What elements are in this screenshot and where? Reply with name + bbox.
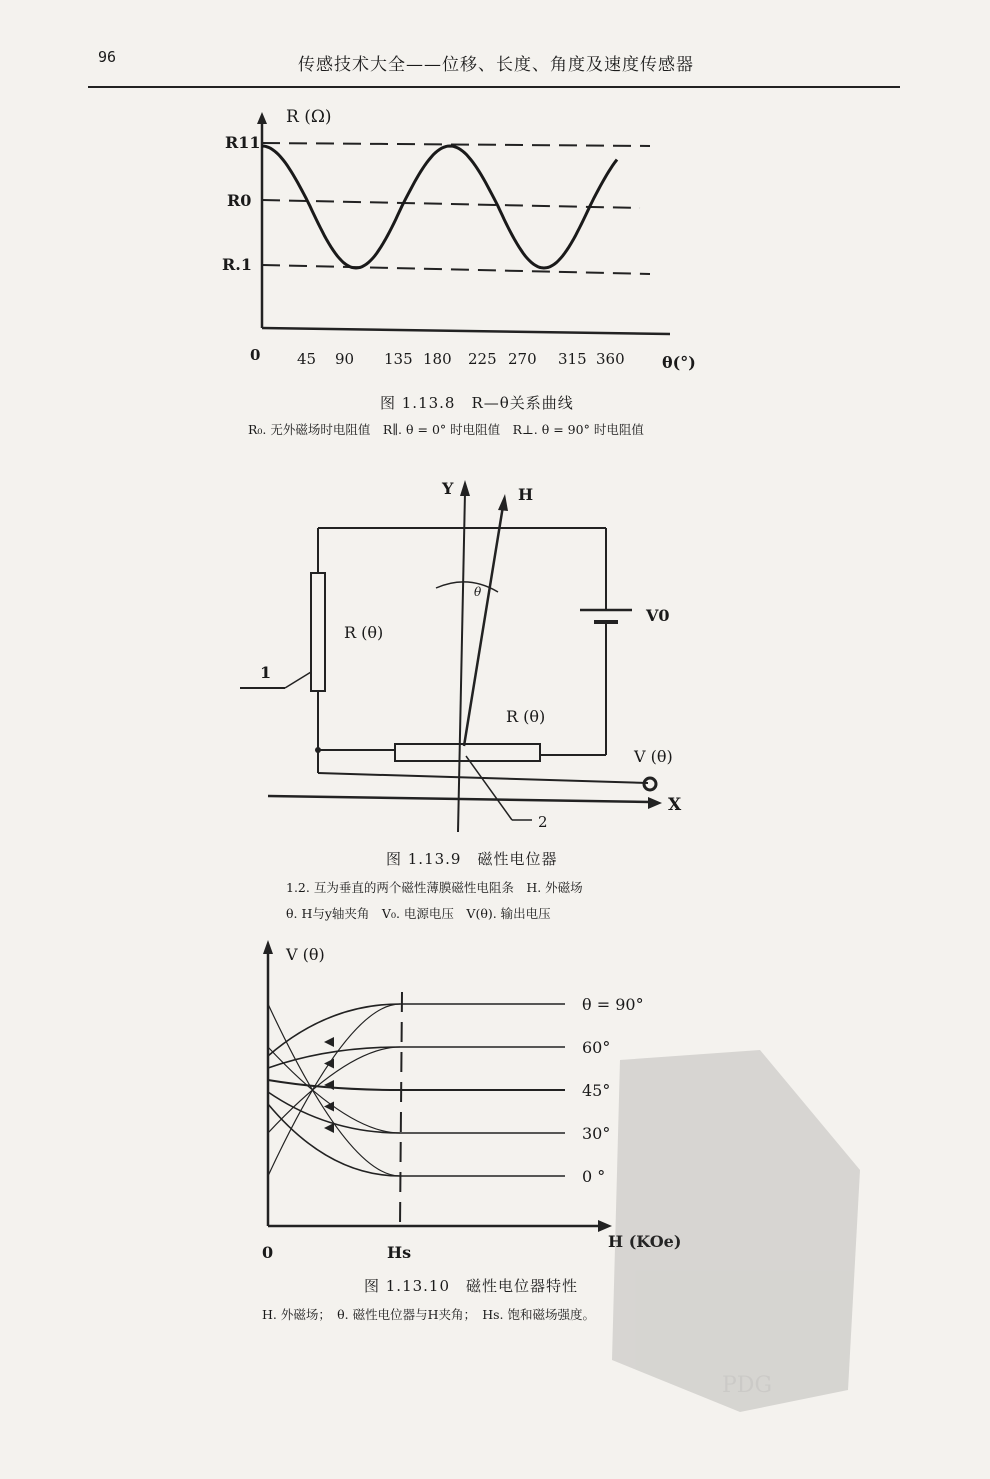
fig3-series-arrow (324, 1059, 334, 1069)
fig2-leader-1-diag (285, 672, 311, 688)
fig1-x-tick-label: 270 (508, 350, 537, 368)
fig3-series-label: 60° (582, 1038, 611, 1057)
fig3-ylabel: V (θ) (286, 945, 325, 964)
fig3-y-arrow (263, 940, 273, 954)
fig3-caption: 图 1.13.10 磁性电位器特性 (364, 1277, 579, 1295)
fig1-x-tick-label: 225 (468, 350, 497, 368)
fig2-resistor-vertical (311, 573, 325, 691)
fig3-series-label: 30° (582, 1124, 611, 1143)
page-number: 96 (98, 48, 117, 66)
fig1-x-tick-label: 45 (297, 350, 317, 368)
fig1-level-r1-line (262, 265, 650, 274)
fig2-y-arrow (460, 480, 470, 496)
fig2-junction-dot (315, 747, 321, 753)
fig3-series-arrow (324, 1080, 334, 1090)
fig1-note: R₀. 无外磁场时电阻值 R∥. θ = 0° 时电阻值 R⊥. θ = 90° 时电阻值 (248, 422, 644, 437)
fig3-series-curve (268, 1004, 565, 1056)
fig3-series-label: 0 ° (582, 1167, 606, 1186)
fig2-output-wire (318, 773, 648, 783)
fig3-series-label: θ = 90° (582, 995, 644, 1014)
fig2-leader-2 (466, 756, 512, 820)
fig1-y-arrow (257, 112, 267, 124)
fig2-y-axis (458, 492, 465, 832)
fig3-hs-line (400, 992, 402, 1226)
fig3-series-curve (268, 1092, 565, 1133)
fig3-series-group (268, 1004, 565, 1176)
figure-r-theta-chart (0, 0, 990, 460)
fig1-level-r1-label: R.1 (222, 255, 252, 274)
fig3-series-curve (268, 1047, 565, 1068)
fig2-output-terminal (644, 778, 656, 790)
fig1-caption: 图 1.13.8 R—θ关系曲线 (380, 394, 574, 412)
fig3-series-arrow (324, 1037, 334, 1047)
fig3-tick-hs: Hs (387, 1243, 412, 1262)
fig2-label-r-vertical: R (θ) (344, 623, 384, 642)
fig1-xlabel: θ(°) (662, 353, 696, 372)
fig1-ylabel: R (Ω) (286, 107, 332, 127)
figure-potentiometer-characteristic-chart (0, 920, 990, 1340)
fig1-level-r11-line (262, 143, 650, 146)
figure-magnetic-potentiometer-circuit (0, 460, 990, 920)
fig1-x-tick-label: 360 (596, 350, 625, 368)
fig2-label-2: 2 (538, 813, 548, 831)
fig2-note-line2: θ. H与y轴夹角 V₀. 电源电压 V(θ). 输出电压 (286, 906, 551, 921)
fig2-label-theta: θ (474, 585, 482, 599)
fig2-x-arrow (648, 797, 662, 809)
fig2-label-x: X (668, 795, 682, 815)
fig2-label-v0: V0 (646, 606, 670, 625)
fig1-level-r11-label: R11 (225, 133, 261, 152)
fig2-note-line1: 1.2. 互为垂直的两个磁性薄膜磁性电阻条 H. 外磁场 (286, 880, 583, 895)
running-header-title: 传感技术大全——位移、长度、角度及速度传感器 (298, 55, 694, 75)
fig2-label-r-horizontal: R (θ) (506, 707, 546, 726)
watermark-text: PDG (722, 1373, 773, 1398)
fig2-label-1: 1 (260, 663, 272, 682)
fig2-label-y: Y (442, 479, 454, 498)
fig1-level-r0-label: R0 (227, 191, 252, 210)
fig3-series-curve (268, 1080, 565, 1090)
fig2-label-v-out: V (θ) (634, 747, 673, 766)
fig1-x-tick-label: 90 (335, 350, 355, 368)
fig3-series-labels (582, 995, 644, 1186)
fig3-series-curve (268, 1104, 565, 1176)
fig2-caption: 图 1.13.9 磁性电位器 (386, 850, 558, 868)
fig1-x-axis (262, 328, 670, 334)
fig1-x-tick-label: 315 (558, 350, 587, 368)
fig3-tick-zero: 0 (262, 1243, 274, 1262)
fig3-note: H. 外磁场； θ. 磁性电位器与H夹角； Hs. 饱和磁场强度。 (262, 1307, 595, 1322)
fig2-h-vector (464, 506, 503, 746)
fig3-series-label: 45° (582, 1081, 611, 1100)
fig1-level-r0-line (262, 200, 640, 208)
fig2-label-h: H (518, 485, 534, 504)
fig1-tick-labels (250, 346, 625, 368)
fig3-xlabel: H (KOe) (608, 1232, 682, 1251)
fig2-h-arrow (498, 494, 508, 511)
fig1-x-tick-label: 135 (384, 350, 413, 368)
fig1-x-tick-label: 0 (250, 346, 261, 364)
fig3-x-arrow (598, 1220, 612, 1232)
fig1-x-tick-label: 180 (423, 350, 452, 368)
fig3-series-arrow (324, 1123, 334, 1133)
